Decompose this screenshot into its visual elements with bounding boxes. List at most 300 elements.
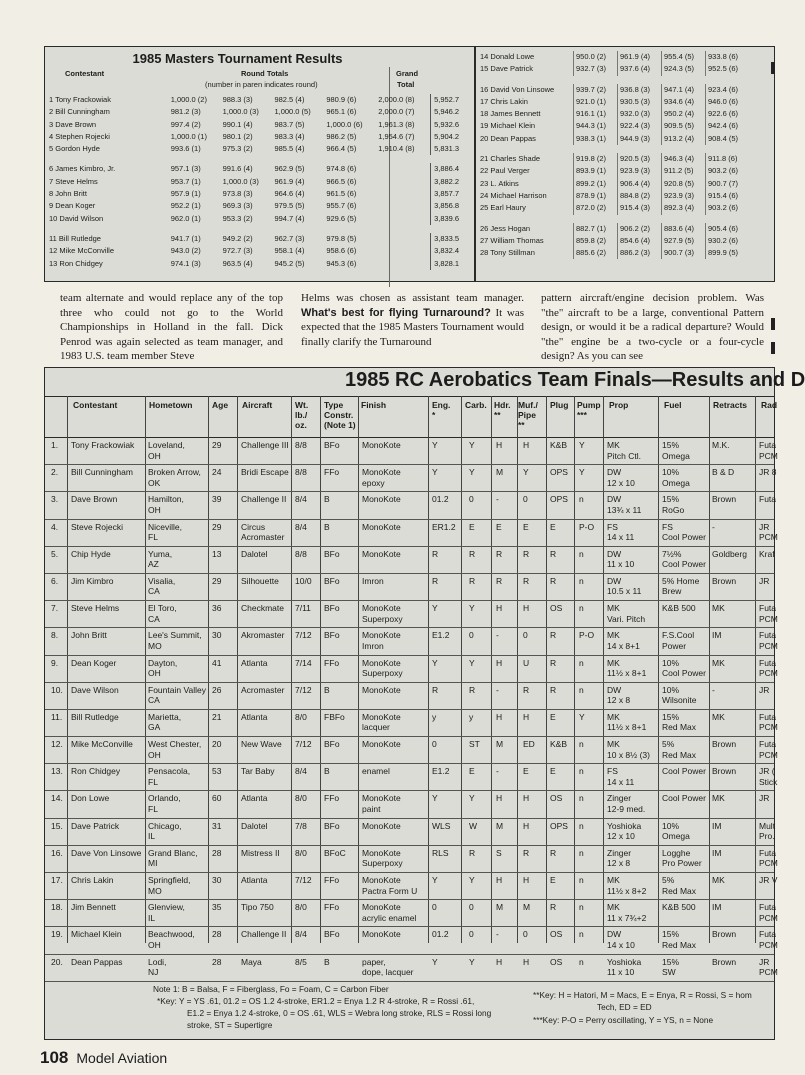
round-score: 945.3 (6) xyxy=(326,258,357,268)
cell-retracts: MK xyxy=(712,875,725,885)
cell-plug: R xyxy=(550,548,557,559)
cell-age: 29 xyxy=(212,575,222,586)
cell-prop: DW 12 x 8 xyxy=(607,684,631,706)
cell-contestant: Chris Lakin xyxy=(71,875,114,885)
cell-radio: JR PCM xyxy=(759,521,778,543)
contestant-name: 28 Tony Stillman xyxy=(480,248,535,258)
contestant-name: 1 Tony Frackowiak xyxy=(49,95,111,104)
cell-finish: MonoKote xyxy=(362,548,401,559)
cell-pump: n xyxy=(579,603,584,614)
cell-retracts: MK xyxy=(712,793,725,804)
round-score: 911.8 (6) xyxy=(705,153,749,165)
masters-row xyxy=(480,108,776,120)
round-score: 979.8 (5) xyxy=(326,233,357,243)
cell-finish: MonoKote acrylic enamel xyxy=(362,902,417,923)
cell-aircraft: Tipo 750 xyxy=(241,902,274,913)
cell-aircraft: Atlanta xyxy=(241,793,268,804)
cell-plug: R xyxy=(550,684,557,695)
contestant-name: 16 David Von Linsowe xyxy=(480,84,555,94)
round-score: 941.7 (1) xyxy=(170,233,201,243)
contestant-name: 18 James Bennett xyxy=(480,109,541,119)
cell-rank: 13. xyxy=(51,766,63,777)
cell-rank: 1. xyxy=(51,440,59,450)
cell-radio: Futa PCM xyxy=(759,847,778,869)
cell-plug: R xyxy=(550,630,557,641)
cell-finish: MonoKote xyxy=(362,739,401,750)
cell-retracts: B & D xyxy=(712,467,735,478)
cell-pump: Y xyxy=(579,440,585,450)
cell-muffler: H xyxy=(523,793,530,804)
cell-fuel: 15% RoGo xyxy=(662,494,685,515)
hdr-header: Hdr. ** xyxy=(494,400,511,420)
hdr-retracts: Retracts xyxy=(713,400,748,410)
grand-total: 5,946.2 xyxy=(430,106,474,118)
table-row xyxy=(45,520,778,547)
round-score: 883.6 (4) xyxy=(661,223,705,235)
cell-engine: Y xyxy=(432,793,438,804)
cell-hometown: Chicago, IL xyxy=(148,820,182,842)
cell-header: M xyxy=(496,739,504,750)
round-score: 932.0 (3) xyxy=(617,108,661,120)
round-score: 972.7 (3) xyxy=(222,246,253,256)
hdr-weight: Wt. lb./ oz. xyxy=(295,400,309,430)
cell-aircraft: Silhouette xyxy=(241,575,279,586)
cell-aircraft: New Wave xyxy=(241,739,282,750)
table-row xyxy=(45,927,778,954)
cell-header: H xyxy=(496,440,503,450)
cell-plug: R xyxy=(550,902,557,913)
cell-age: 53 xyxy=(212,766,222,777)
round-score: 1,000.0 (3) xyxy=(222,176,259,186)
cell-header: H xyxy=(496,793,503,804)
round-score: 986.2 (5) xyxy=(326,131,357,141)
cell-radio: Kraf xyxy=(759,548,775,559)
hdr-fuel: Fuel xyxy=(664,400,682,410)
contestant-name: 22 Paul Verger xyxy=(480,166,530,176)
masters-row xyxy=(480,178,776,190)
hdr-muffler: Muf./ Pipe ** xyxy=(518,400,538,430)
round-score: 924.3 (5) xyxy=(661,63,705,75)
round-score: 919.8 (2) xyxy=(573,153,617,165)
round-score: 899.9 (5) xyxy=(705,247,749,259)
masters-row xyxy=(49,106,474,118)
masters-title: 1985 Masters Tournament Results xyxy=(132,51,343,66)
cell-hometown: Yuma, AZ xyxy=(148,548,173,570)
round-score: 1,000.0 (1) xyxy=(170,131,207,141)
cell-age: 28 xyxy=(212,956,222,967)
cell-finish: paper, dope, lacquer xyxy=(362,956,414,978)
cell-plug: OS xyxy=(550,603,563,614)
contestant-name: 10 David Wilson xyxy=(49,213,104,223)
cell-aircraft: Acromaster xyxy=(241,684,285,695)
cell-carb: E xyxy=(469,766,475,777)
cell-finish: MonoKote xyxy=(362,521,401,532)
cell-weight: 7/11 xyxy=(295,603,311,614)
cell-hometown: Springfield, MO xyxy=(148,875,191,896)
round-score: 1,000.0 (6) xyxy=(326,119,363,129)
cell-pump: n xyxy=(579,684,584,695)
cell-radio: JR V xyxy=(759,875,778,885)
cell-aircraft: Dalotel xyxy=(241,820,268,831)
cell-contestant: Michael Klein xyxy=(71,929,122,940)
cell-weight: 7/12 xyxy=(295,684,312,695)
cell-engine: E1.2 xyxy=(432,766,450,777)
cell-engine: R xyxy=(432,548,439,559)
cell-weight: 7/12 xyxy=(295,630,312,641)
round-score: 953.3 (2) xyxy=(222,213,253,223)
round-score: 911.2 (5) xyxy=(661,165,705,177)
contestant-name: 11 Bill Rutledge xyxy=(49,233,101,243)
cell-rank: 11. xyxy=(51,711,63,722)
round-score: 958.6 (6) xyxy=(326,246,357,256)
cell-radio: JR 8 xyxy=(759,467,777,478)
cell-muffler: U xyxy=(523,657,530,668)
cell-hometown: Loveland, OH xyxy=(148,440,185,461)
round-score: 920.5 (3) xyxy=(617,153,661,165)
cell-muffler: H xyxy=(523,956,530,967)
key-1-end: stroke, ST = Supertigre xyxy=(187,1020,273,1030)
round-score: 983.7 (5) xyxy=(274,119,305,129)
cell-rank: 5. xyxy=(51,548,59,559)
round-score: 903.2 (6) xyxy=(705,202,749,214)
cell-fuel: 5% Red Max xyxy=(662,875,697,896)
cell-header: S xyxy=(496,847,502,858)
round-score: 994.7 (4) xyxy=(274,213,305,223)
round-score: 980.1 (2) xyxy=(222,131,253,141)
cell-finish: MonoKote lacquer xyxy=(362,711,401,733)
masters-row xyxy=(480,202,776,214)
round-score: 915.4 (3) xyxy=(617,202,661,214)
round-score: 1,961.3 (8) xyxy=(378,119,415,129)
contestant-name: 13 Ron Chidgey xyxy=(49,258,103,268)
cell-finish: MonoKote epoxy xyxy=(362,467,401,488)
contestant-name: 6 James Kimbro, Jr. xyxy=(49,164,116,174)
cell-radio: Futa PCM xyxy=(759,929,778,950)
round-score: 961.5 (6) xyxy=(326,189,357,199)
round-score: 961.9 (4) xyxy=(617,51,661,63)
round-score: 945.2 (5) xyxy=(274,258,305,268)
cell-hometown: Grand Blanc, MI xyxy=(148,847,198,869)
round-score xyxy=(378,258,430,270)
cell-retracts: - xyxy=(712,521,715,532)
grand-total: 3,857.7 xyxy=(430,188,474,200)
masters-row xyxy=(480,120,776,132)
round-score: 974.1 (3) xyxy=(170,258,201,268)
round-score: 936.8 (3) xyxy=(617,84,661,96)
cell-fuel: 10% Omega xyxy=(662,820,690,842)
cell-contestant: Dave Wilson xyxy=(71,684,119,695)
cell-carb: Y xyxy=(469,440,475,450)
finals-table xyxy=(44,367,805,1040)
cell-age: 20 xyxy=(212,739,222,750)
cell-aircraft: Akromaster xyxy=(241,630,285,641)
key-3: ***Key: P-O = Perry oscillating, Y = YS, n = None xyxy=(533,1015,714,1025)
cell-aircraft: Bridi Escape xyxy=(241,467,289,478)
cell-aircraft: Challenge II xyxy=(241,929,287,940)
round-score: 934.6 (4) xyxy=(661,96,705,108)
round-score xyxy=(378,245,430,257)
cell-finish: MonoKote xyxy=(362,494,401,505)
cell-fuel: K&B 500 xyxy=(662,902,696,913)
cell-finish: MonoKote xyxy=(362,440,401,450)
round-score: 953.7 (1) xyxy=(170,176,201,186)
round-score: 979.5 (5) xyxy=(274,201,305,211)
round-score: 950.0 (2) xyxy=(573,51,617,63)
round-score: 903.2 (6) xyxy=(705,165,749,177)
masters-row xyxy=(480,153,776,165)
cell-header: R xyxy=(496,548,503,559)
masters-row xyxy=(480,96,776,108)
hdr-plug: Plug xyxy=(550,400,569,410)
round-score: 2,000.0 (8) xyxy=(378,95,415,104)
cell-fuel: F.S.Cool Power xyxy=(662,630,695,651)
cell-radio: Futa PCM xyxy=(759,440,778,461)
cell-radio: Futa PCM xyxy=(759,657,778,678)
cell-retracts: IM xyxy=(712,820,722,831)
cell-construction: B xyxy=(324,494,330,505)
cell-age: 29 xyxy=(212,440,222,450)
round-score: 892.3 (4) xyxy=(661,202,705,214)
cell-carb: Y xyxy=(469,603,475,614)
cell-weight: 7/12 xyxy=(295,739,312,750)
round-score: 916.1 (1) xyxy=(573,108,617,120)
round-score: 938.3 (1) xyxy=(573,133,617,145)
contestant-name: 17 Chris Lakin xyxy=(480,96,528,106)
round-score: 929.6 (5) xyxy=(326,213,357,223)
masters-row xyxy=(49,119,474,131)
cell-contestant: Jim Kimbro xyxy=(71,575,114,586)
masters-row xyxy=(480,223,776,235)
hdr-carb: Carb. xyxy=(465,400,487,410)
cell-carb: W xyxy=(469,820,478,831)
cell-construction: BFo xyxy=(324,929,340,940)
round-score: 2,000.0 (7) xyxy=(378,107,415,117)
grand-total: 5,904.2 xyxy=(430,131,474,143)
round-score: 1,910.4 (8) xyxy=(378,144,415,154)
hdr-pump: Pump *** xyxy=(577,400,601,420)
round-score: 906.2 (2) xyxy=(617,223,661,235)
round-score: 955.7 (6) xyxy=(326,201,357,211)
cell-prop: FS 14 x 11 xyxy=(607,521,635,543)
round-score: 997.4 (2) xyxy=(170,119,201,129)
grand-total: 3,832.4 xyxy=(430,245,474,257)
cell-carb: Y xyxy=(469,467,475,478)
cell-radio: Futa PCM xyxy=(759,711,778,733)
cell-age: 24 xyxy=(212,467,222,478)
round-score: 957.9 (1) xyxy=(170,189,201,199)
cell-plug: K&B xyxy=(550,440,568,450)
cell-hometown: Beachwood, OH xyxy=(148,929,195,950)
cell-fuel: 15% Red Max xyxy=(662,929,697,950)
round-score: 1,000.0 (3) xyxy=(222,107,259,117)
cell-aircraft: Checkmate xyxy=(241,603,284,614)
cell-aircraft: Maya xyxy=(241,956,262,967)
cell-fuel: 15% Omega xyxy=(662,440,690,461)
round-score: 854.6 (4) xyxy=(617,235,661,247)
article-subhead: What's best for flying Turnaround? xyxy=(301,306,491,319)
round-score: 950.2 (4) xyxy=(661,108,705,120)
cell-construction: B xyxy=(324,766,330,777)
cell-contestant: Don Lowe xyxy=(71,793,110,804)
cell-construction: FFo xyxy=(324,467,340,478)
cell-contestant: Steve Helms xyxy=(71,603,120,614)
cell-contestant: Dave Von Linsowe xyxy=(71,847,142,858)
round-score: 963.5 (4) xyxy=(222,258,253,268)
masters-row xyxy=(480,76,776,84)
round-score: 955.4 (5) xyxy=(661,51,705,63)
masters-row xyxy=(480,165,776,177)
cell-age: 31 xyxy=(212,820,222,831)
contestant-name: 15 Dave Patrick xyxy=(480,64,533,74)
round-score: 908.4 (5) xyxy=(705,133,749,145)
cell-fuel: 15% Red Max xyxy=(662,711,697,733)
cell-weight: 7/8 xyxy=(295,820,307,831)
cell-muffler: H xyxy=(523,875,530,885)
cell-contestant: Ron Chidgey xyxy=(71,766,121,777)
round-score: 1,000.0 (2) xyxy=(170,95,207,104)
grand-total: 5,952.7 xyxy=(430,94,474,106)
cell-aircraft: Dalotel xyxy=(241,548,268,559)
cell-weight: 8/0 xyxy=(295,711,307,722)
cell-engine: ER1.2 xyxy=(432,521,456,532)
cell-rank: 19. xyxy=(51,929,63,940)
cell-construction: BFo xyxy=(324,630,340,641)
cell-prop: Zinger 12 x 8 xyxy=(607,847,632,869)
round-score: 884.8 (2) xyxy=(617,190,661,202)
masters-row xyxy=(480,247,776,259)
cell-fuel: K&B 500 xyxy=(662,603,696,614)
round-score: 962.9 (5) xyxy=(274,164,305,174)
cell-engine: E1.2 xyxy=(432,630,450,641)
cell-prop: MK Pitch Ctl. xyxy=(607,440,642,461)
cell-muffler: R xyxy=(523,548,530,559)
cell-weight: 10/0 xyxy=(295,575,312,586)
round-score: 973.8 (3) xyxy=(222,189,253,199)
grand-total: 3,839.6 xyxy=(430,213,474,225)
cell-construction: BFoC xyxy=(324,847,346,858)
contestant-name: 2 Bill Cunningham xyxy=(49,107,110,117)
round-score: 966.5 (6) xyxy=(326,176,357,186)
cell-header: M xyxy=(496,467,504,478)
hdr-engine: Eng. * xyxy=(432,400,451,420)
round-score: 965.1 (6) xyxy=(326,107,357,117)
cell-weight: 8/4 xyxy=(295,929,307,940)
cell-carb: Y xyxy=(469,956,475,967)
cell-muffler: R xyxy=(523,684,530,695)
edge-mark xyxy=(771,62,775,74)
cell-construction: FBFo xyxy=(324,711,345,722)
round-score: 927.9 (5) xyxy=(661,235,705,247)
cell-engine: Y xyxy=(432,875,438,885)
cell-weight: 7/12 xyxy=(295,875,312,885)
cell-fuel: Cool Power xyxy=(662,766,706,777)
contestant-name: 12 Mike McConville xyxy=(49,246,115,256)
cell-carb: y xyxy=(469,711,474,722)
cell-aircraft: Atlanta xyxy=(241,711,268,722)
round-score: 1,000.0 (5) xyxy=(274,107,311,117)
hdr-finish: Finish xyxy=(361,400,387,410)
masters-rounds-header: Round Totals xyxy=(241,69,289,78)
round-score: 922.6 (6) xyxy=(705,108,749,120)
table-row xyxy=(45,465,777,492)
cell-engine: R xyxy=(432,684,439,695)
round-score: 923.4 (6) xyxy=(705,84,749,96)
cell-header: H xyxy=(496,657,503,668)
cell-muffler: E xyxy=(523,766,529,777)
table-row xyxy=(45,628,778,655)
edge-mark xyxy=(771,342,775,354)
cell-muffler: R xyxy=(523,847,530,858)
cell-retracts: Brown xyxy=(712,929,737,940)
cell-prop: FS 14 x 11 xyxy=(607,766,635,787)
cell-pump: n xyxy=(579,548,584,559)
cell-radio: Futa PCM xyxy=(759,630,778,651)
contestant-name: 14 Donald Lowe xyxy=(480,52,535,61)
masters-row xyxy=(480,84,776,96)
cell-fuel: 5% Home Brew xyxy=(662,575,700,597)
masters-row xyxy=(49,258,474,270)
cell-prop: MK 11½ x 8+1 xyxy=(607,657,647,678)
cell-retracts: Brown xyxy=(712,494,737,505)
round-score: 964.6 (4) xyxy=(274,189,305,199)
cell-prop: MK 10 x 8½ (3) xyxy=(607,739,650,760)
round-score: 949.2 (2) xyxy=(222,233,253,243)
article-col-2-end: It was expected that the 1985 Masters Tournament would finally clarify the Turnaround xyxy=(301,306,525,348)
round-score: 993.6 (1) xyxy=(170,144,201,154)
cell-header: R xyxy=(496,575,503,586)
cell-age: 41 xyxy=(212,657,222,668)
table-row xyxy=(45,438,778,465)
round-score: 893.9 (1) xyxy=(573,165,617,177)
cell-engine: 01.2 xyxy=(432,929,449,940)
cell-carb: 0 xyxy=(469,929,474,940)
cell-header: - xyxy=(496,494,499,505)
cell-rank: 12. xyxy=(51,739,63,750)
cell-engine: Y xyxy=(432,467,438,478)
cell-hometown: Marietta, GA xyxy=(148,711,182,733)
cell-fuel: Cool Power xyxy=(662,793,706,804)
cell-age: 13 xyxy=(212,548,222,559)
cell-rank: 17. xyxy=(51,875,63,885)
cell-engine: Y xyxy=(432,657,438,668)
cell-plug: OS xyxy=(550,929,563,940)
cell-carb: ST xyxy=(469,739,480,750)
cell-plug: R xyxy=(550,657,557,668)
cell-construction: BFo xyxy=(324,440,340,450)
round-score: 966.4 (5) xyxy=(326,144,357,154)
cell-pump: n xyxy=(579,766,584,777)
masters-row xyxy=(480,51,776,63)
masters-row xyxy=(480,63,776,75)
article-col-2-start: Helms was chosen as assistant team manager. xyxy=(301,292,524,304)
cell-prop: DW 13¾ x 11 xyxy=(607,494,642,515)
cell-rank: 4. xyxy=(51,521,59,532)
article-col-2 xyxy=(301,291,524,349)
cell-radio: Futa PCM xyxy=(759,603,778,624)
finals-title: 1985 RC Aerobatics Team Finals—Results and D xyxy=(345,369,805,391)
cell-contestant: Steve Rojecki xyxy=(71,521,123,532)
cell-hometown: Hamilton, OH xyxy=(148,494,184,515)
round-score: 944.3 (1) xyxy=(573,120,617,132)
cell-pump: Y xyxy=(579,467,585,478)
cell-retracts: IM xyxy=(712,630,722,641)
contestant-name: 27 William Thomas xyxy=(480,235,544,245)
contestant-name: 19 Michael Klein xyxy=(480,121,536,131)
masters-right-panel xyxy=(476,47,776,281)
table-row xyxy=(45,574,774,601)
cell-plug: K&B xyxy=(550,739,568,750)
cell-radio: JR xyxy=(759,575,770,586)
